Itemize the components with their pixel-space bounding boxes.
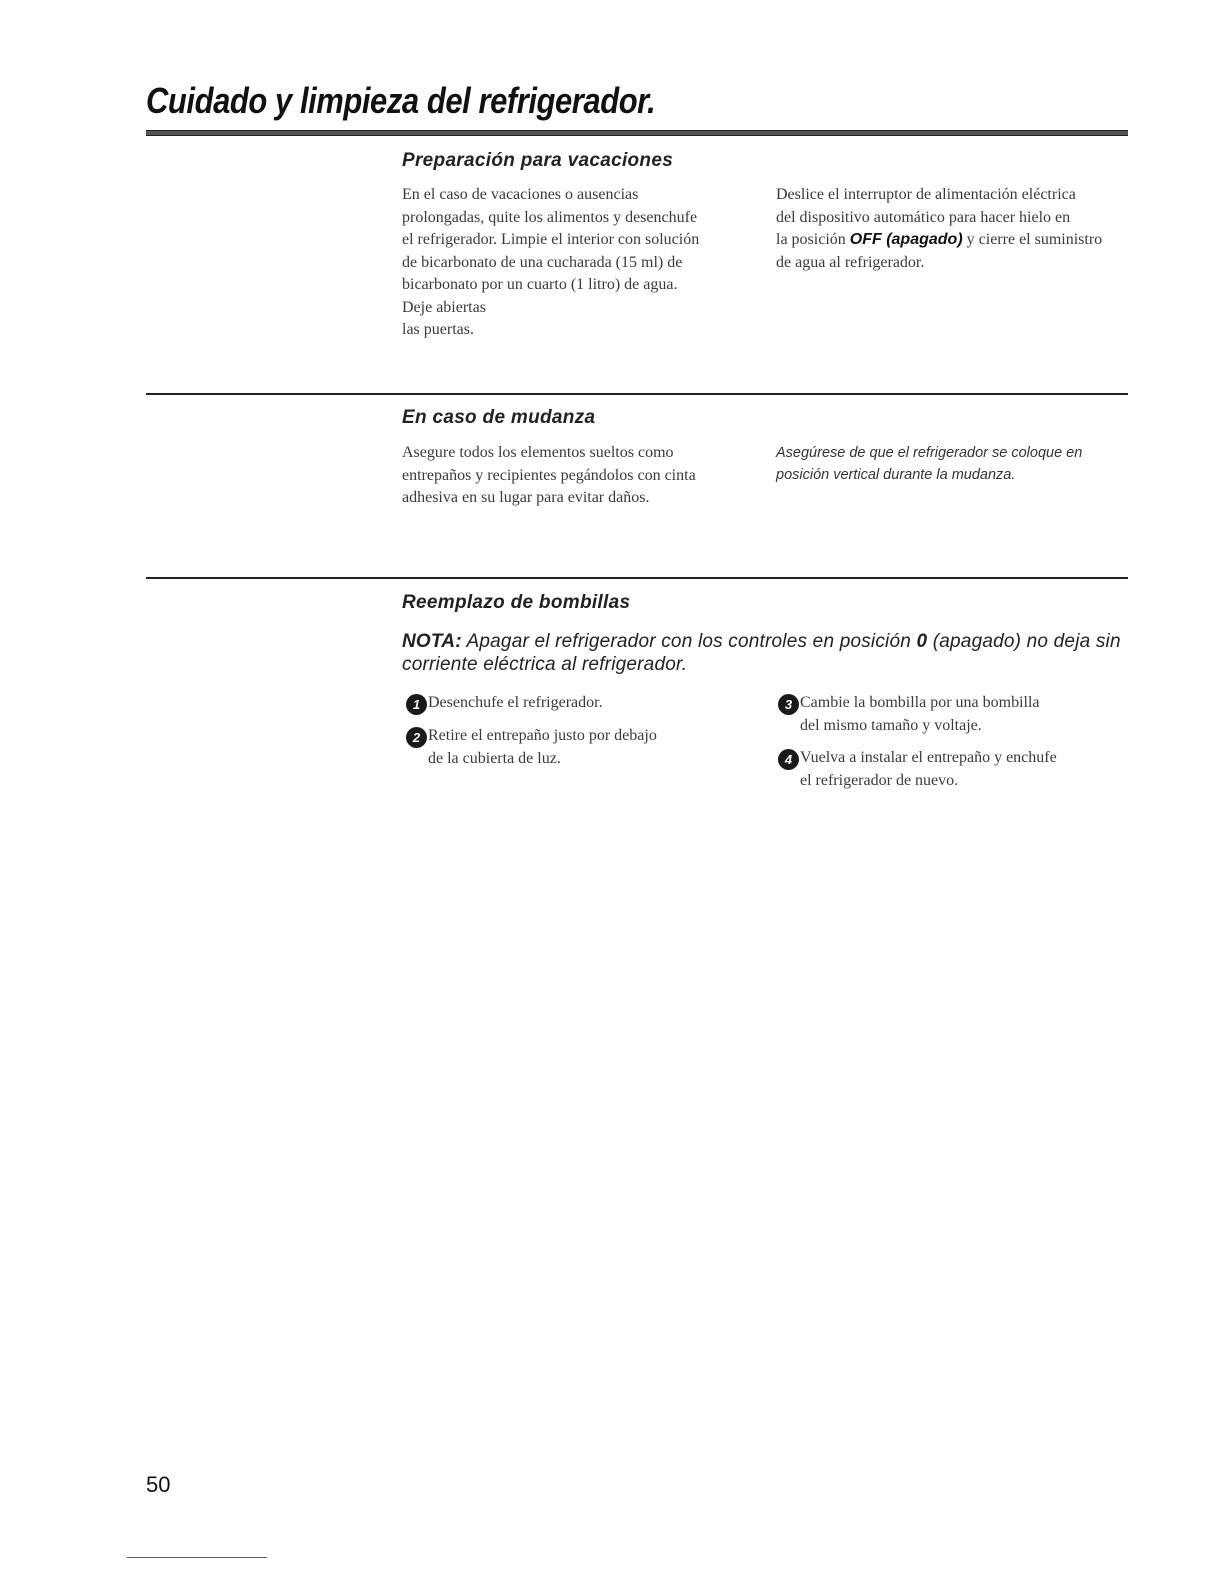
nota-paragraph [402,630,1128,676]
page-number: 50 [146,1472,171,1497]
section-heading-bombillas: Reemplazo de bombillas [402,592,631,613]
text-fragment: Apagar el refrigerador con los controles en posición [461,631,917,652]
step-2 [406,725,736,770]
step-number-icon: 2 [406,727,427,748]
text-line: prolongadas, quite los alimentos y desenchufe [402,208,698,226]
nota-bold-value: 0 [916,631,928,652]
text-fragment: la posición [776,231,850,248]
text-line: Asegure todos los elementos sueltos como [402,444,674,461]
step-text: Retire el entrepaño justo por debajo [428,727,657,744]
mudanza-right-text [776,442,1126,486]
step-number-icon: 4 [778,749,799,770]
text-line [776,229,1126,252]
text-line: adhesiva en su lugar para evitar daños. [402,489,650,506]
text-line: Deje abiertas [402,298,486,316]
nota-label: NOTA: [402,631,462,652]
text-line: Deslice el interruptor de alimentación eléctrica [776,186,1076,203]
text-line: En el caso de vacaciones o ausencias [402,186,639,203]
text-line: del dispositivo automático para hacer hielo en [776,208,1071,226]
vacaciones-left-text [402,184,752,342]
step-text: el refrigerador de nuevo. [800,771,959,789]
step-text: del mismo tamaño y voltaje. [800,716,982,734]
step-4 [778,747,1108,792]
step-3 [778,692,1108,737]
vacaciones-right-text [776,184,1126,274]
page-title: Cuidado y limpieza del refrigerador. [146,80,656,121]
section-heading-vacaciones: Preparación para vacaciones [402,150,674,171]
title-rule [146,130,1128,136]
text-line: posición vertical durante la mudanza. [776,467,1016,483]
text-line: de bicarbonato de una cucharada (15 ml) de [402,253,683,271]
step-text: de la cubierta de luz. [428,749,561,767]
text-line: bicarbonato por un cuarto (1 litro) de agua. [402,276,678,293]
section-divider [146,393,1128,395]
step-number-icon: 1 [406,694,427,715]
text-fragment: y cierre el suministro [962,231,1103,248]
nota-line: corriente eléctrica al refrigerador. [402,654,688,675]
off-apagado-label: OFF (apagado) [849,231,963,248]
text-line: el refrigerador. Limpie el interior con solución [402,231,700,248]
step-text: Cambie la bombilla por una bombilla [800,694,1040,711]
section-heading-mudanza: En caso de mudanza [402,407,596,428]
step-text: Desenchufe el refrigerador. [428,694,603,711]
text-line: Asegúrese de que el refrigerador se coloque en [776,445,1083,461]
nota-line [402,630,1128,653]
step-1 [406,692,736,715]
mudanza-left-text [402,442,752,510]
step-text: Vuelva a instalar el entrepaño y enchufe [800,749,1057,766]
bottom-link-underline [127,1557,267,1558]
text-line: entrepaños y recipientes pegándolos con cinta [402,466,696,484]
text-line: de agua al refrigerador. [776,253,925,271]
step-number-icon: 3 [778,694,799,715]
section-divider [146,577,1128,579]
text-fragment: (apagado) no deja sin [927,631,1121,652]
text-line: las puertas. [402,321,474,338]
